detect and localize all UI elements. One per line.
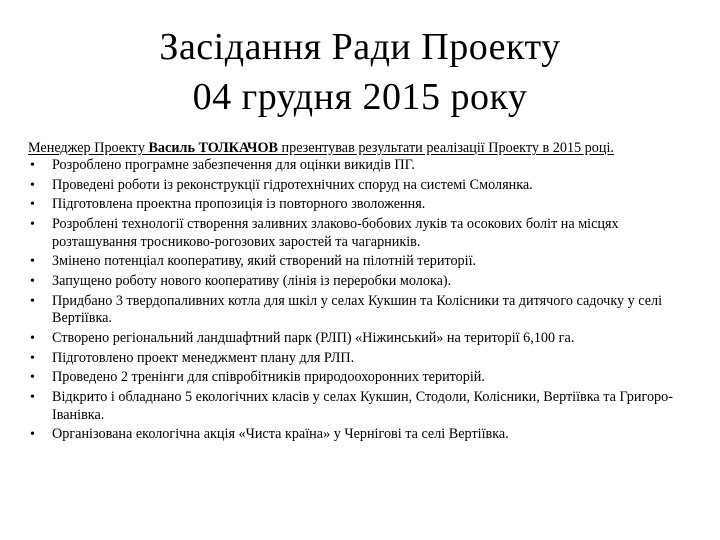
list-item (28, 253, 698, 271)
intro-paragraph (28, 140, 718, 157)
list-item (28, 330, 698, 348)
list-item-text: Проведено 2 тренінги для співробітників природоохоронних територій. (52, 369, 485, 386)
bullet-icon: • (30, 390, 35, 406)
list-item (28, 216, 698, 251)
bullet-icon: • (30, 177, 35, 193)
list-item-text: Розроблені технології створення заливних злаково-бобових луків та осокових боліт на місцях розташування тросниково-рогозових заростей та чагарників. (52, 216, 619, 250)
list-item-text: Підготовлено проект менеджмент плану для РЛП. (52, 349, 355, 366)
list-item (28, 426, 698, 444)
bullet-icon: • (30, 197, 35, 213)
list-item-text: Підготовлена проектна пропозиція із повторного зволоження. (52, 196, 426, 213)
list-item-text: Розроблено програмне забезпечення для оцінки викидів ПГ. (52, 157, 415, 173)
title-line-2: 04 грудня 2015 року (192, 76, 528, 118)
bullet-icon: • (30, 350, 35, 366)
manager-name: Василь ТОЛКАЧОВ (148, 140, 278, 156)
slide-title (0, 22, 720, 122)
list-item (28, 177, 698, 195)
list-item (28, 196, 698, 214)
intro-prefix: Менеджер Проекту (28, 140, 149, 156)
list-item-text: Придбано 3 твердопаливних котла для шкіл у селах Кукшин та Колісники та дитячого садочку у селі Вертіївка. (52, 292, 663, 327)
list-item-text: Створено регіональний ландшафтний парк (РЛП) «Ніжинський» на території 6,100 га. (52, 330, 575, 346)
bullet-icon: • (30, 427, 35, 443)
bullet-icon: • (30, 254, 35, 270)
bullet-icon: • (30, 331, 35, 346)
list-item (28, 350, 698, 368)
list-item-text: Запущено роботу нового кооперативу (лінія із переробки молока). (52, 273, 452, 290)
list-item-text: Змінено потенціал кооперативу, який створений на пілотній території. (52, 253, 477, 270)
intro-suffix: презентував результати реалізації Проекту в 2015 році. (277, 140, 614, 156)
list-item (28, 157, 698, 175)
results-list (28, 157, 698, 446)
bullet-icon: • (30, 158, 35, 173)
bullet-icon: • (30, 274, 35, 290)
bullet-icon: • (30, 293, 35, 309)
list-item (28, 389, 698, 424)
bullet-icon: • (30, 217, 35, 233)
list-item (28, 273, 698, 291)
bullet-icon: • (30, 370, 35, 386)
list-item-text: Організована екологічна акція «Чиста країна» у Чернігові та селі Вертіївка. (52, 426, 509, 443)
list-item-text: Відкрито і обладнано 5 екологічних класів у селах Кукшин, Стодоли, Колісники, Вертіївка та Григоро-Іванівка. (52, 389, 673, 423)
title-line-1: Засідання Ради Проекту (159, 26, 561, 68)
list-item (28, 369, 698, 387)
list-item-text: Проведені роботи із реконструкції гідротехнічних споруд на системі Смолянка. (52, 176, 533, 193)
list-item (28, 293, 698, 328)
